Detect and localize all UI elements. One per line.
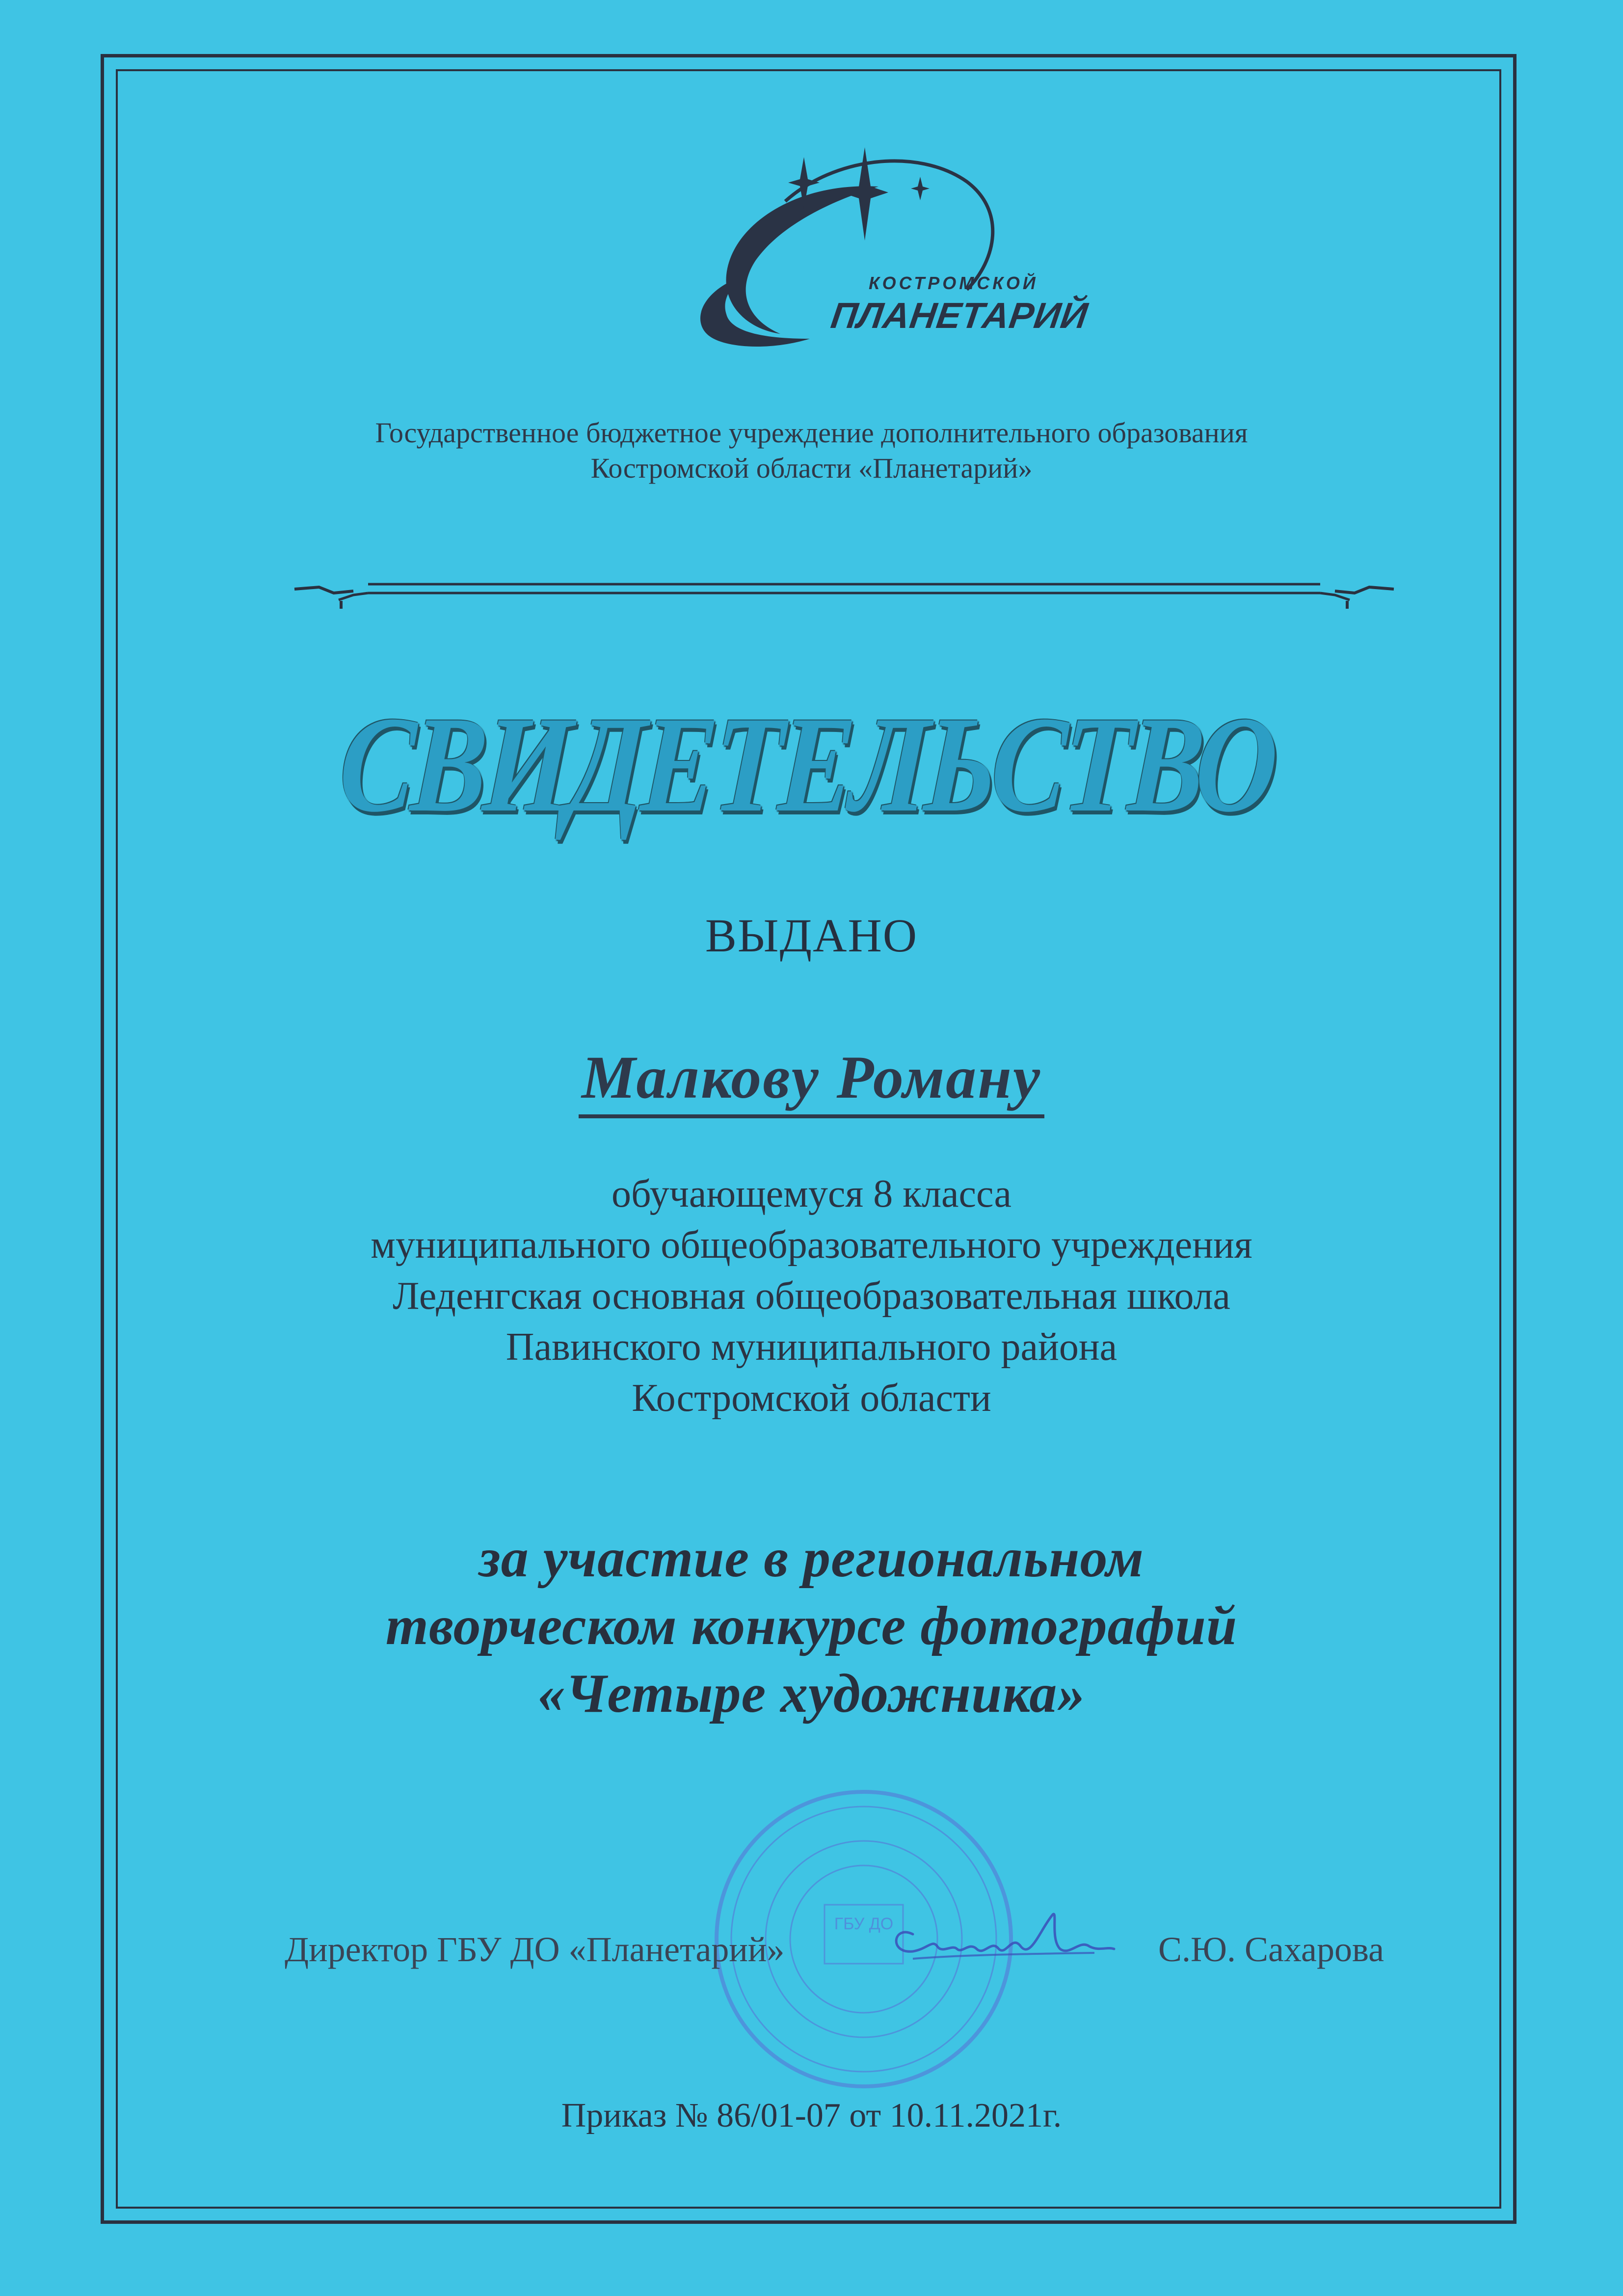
details-line: Павинского муниципального района xyxy=(506,1325,1117,1369)
award-reason xyxy=(0,1524,1623,1728)
order-reference: Приказ № 86/01-07 от 10.11.2021г. xyxy=(561,2097,1062,2134)
ornament-divider-icon xyxy=(290,569,1399,614)
recipient-details xyxy=(0,1168,1623,1424)
reason-line: за участие в региональном xyxy=(479,1528,1144,1589)
handwritten-signature-icon xyxy=(883,1900,1119,1978)
details-line: обучающемуся 8 класса xyxy=(612,1172,1011,1216)
certificate-title: СВИДЕТЕЛЬСТВО xyxy=(335,688,1278,840)
reason-line: «Четыре художника» xyxy=(537,1663,1086,1724)
logo-text-city: КОСТРОМСКОЙ xyxy=(869,273,1038,293)
director-title: Директор ГБУ ДО «Планетарий» xyxy=(285,1930,785,1969)
signature-row xyxy=(0,1929,1623,1978)
logo-text-planetarium: ПЛАНЕТАРИЙ xyxy=(828,295,1091,336)
organization-line-2: Костромской области «Планетарий» xyxy=(590,452,1033,484)
director-name: С.Ю. Сахарова xyxy=(1158,1930,1384,1969)
organization-name xyxy=(0,415,1623,486)
organization-line-1: Государственное бюджетное учреждение дополнительного образования xyxy=(375,417,1248,449)
details-line: Леденгская основная общеобразовательная школа xyxy=(393,1274,1230,1318)
planetarium-logo xyxy=(672,128,1091,368)
recipient-name: Малкову Роману xyxy=(579,1041,1044,1118)
issued-label: ВЫДАНО xyxy=(705,909,918,962)
details-line: муниципального общеобразовательного учреждения xyxy=(371,1223,1252,1267)
details-line: Костромской области xyxy=(632,1377,991,1420)
stamp-text: ГБУ ДО xyxy=(834,1915,894,1933)
recipient-block xyxy=(0,1041,1623,1118)
reason-line: творческом конкурсе фотографий xyxy=(385,1595,1238,1656)
